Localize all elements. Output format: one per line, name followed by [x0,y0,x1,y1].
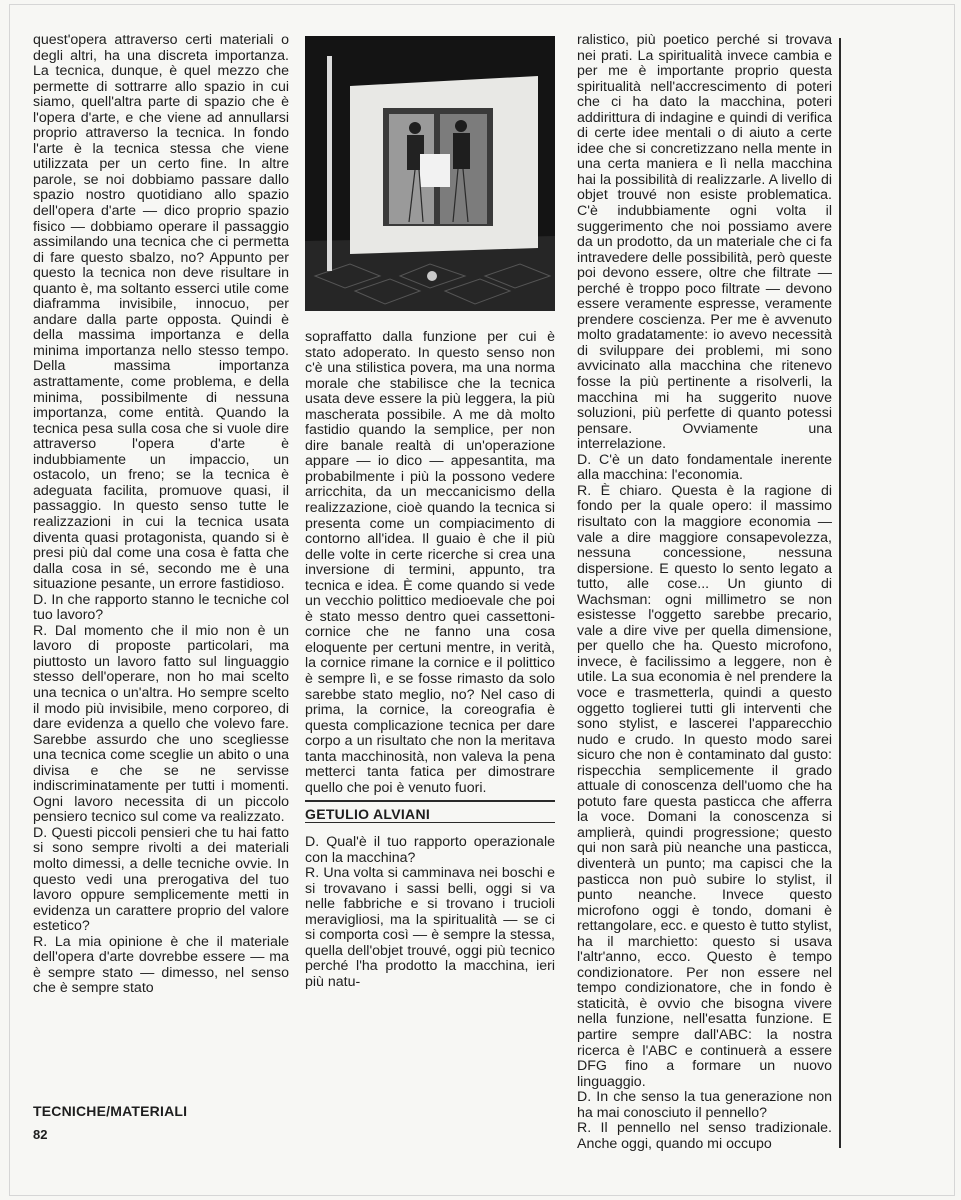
question: D. In che rapporto stanno le tecniche col tuo lavoro? [33,591,289,624]
question: D. C'è un dato fondamentale inerente alla macchina: l'economia. [577,451,832,484]
question: D. Questi piccoli pensieri che tu hai fatto si sono sempre rivolti a dei materiali molto dimessi, a delle tecniche ovvie. In questo vedi una prerogativa del tuo lavoro oppure semplicemente metti in evidenza un carattere proprio del valore estetico? [33,824,289,935]
answer: R. La mia opinione è che il materiale dell'opera d'arte dovrebbe essere — ma è sempre stato — dimesso, nel senso che è sempre stato [33,933,289,997]
section-heading: GETULIO ALVIANI [305,800,555,822]
section-rule [305,822,555,823]
text-column-2-continued [305,835,555,990]
answer: R. Il pennello nel senso tradizionale. Anche oggi, quando mi occupo [577,1120,832,1152]
text-column-1 [33,33,289,997]
answer: R. Una volta si camminava nei boschi e si trovavano i sassi belli, oggi si va nelle fabbriche e si trovano i trucioli meravigliosi, ma la spiritualità — se ci si comporta così — è sempre la stessa, quella dell'objet trouvé, oggi più tecnico perché l'ha prodotto la macchina, ieri più natu- [305,865,555,990]
paragraph: ralistico, più poetico perché si trovava nei prati. La spiritualità invece cambia e per me è importante proprio questa spiritualità nell'accrescimento di poteri che ci ha dato la macchina, poteri addirittura di indagine e quindi di verifica di certe idee mentali o di aiuto a certe idee che si concretizzano nella mente in una certa maniera e lì nella macchina hai la possibilità di realizzarle. A livello di objet trouvé non esiste problematica. C'è indubbiamente ogni volta il suggerimento che noi possiamo avere da un prodotto, da un materiale che ci fa intravedere delle possibilità, però queste poi devono essere, oltre che filtrate — perché è troppo poco filtrate — devono essere veramente espresse, veramente prendere coscienza. Per me è avvenuto molto gradatamente: io avevo necessità di sviluppare dei problemi, mi sono avvicinato alla macchina che ritenevo fosse la più pertinente a risolverli, la macchina mi ha suggerito nuove soluzioni, più perfette di quanto potessi pensare. Ovviamente una interrelazione. [577,32,832,453]
question: D. Qual'è il tuo rapporto operazionale con la macchina? [305,834,555,866]
artwork-photo [305,36,555,311]
paragraph: quest'opera attraverso certi materiali o degli altri, ha una discreta importanza. La tecnica, dunque, è quel mezzo che permette di sottrarre allo spazio in cui siamo, quell'altra parte di spazio che è l'opera d'arte, e che viene ad annullarsi proprio attraverso la tecnica. In fondo l'arte è la tecnica stessa che viene utilizzata per un certo fine. In altre parole, se noi dobbiamo passare dallo spazio nostro quotidiano allo spazio dell'opera d'arte — dico proprio spazio fisico — dobbiamo operare il passaggio assimilando una tecnica che ci permetta di fare questo sbalzo, no? Appunto per questo la tecnica non deve risultare in quanto è, ma soltanto esserci utile come diaframma invisibile, innocuo, per andare dalla parte opposta. Quindi è della massima importanza e della minima importanza nello stesso tempo. Della massima importanza astrattamente, come problema, e della minima, possibilmente di nessuna importanza, come entità. Quando la tecnica pesa sulla cosa che si vuole dire attraverso l'opera d'arte è indubbiamente un impaccio, un ostacolo, un freno; se la tecnica è adeguata facilita, promuove quasi, il passaggio. In questo senso tutte le realizzazioni in cui la tecnica usata diventa quasi protagonista, quando si è presi più dal come una cosa è fatta che dalla cosa in sé, secondo me è una situazione pesante, un errore fastidioso. [33,32,289,593]
text-column-2 [305,330,555,796]
page-number: 82 [33,1127,48,1142]
column-rule [839,38,841,1148]
text-column-3 [577,33,832,1152]
answer: R. Dal momento che il mio non è un lavoro di proposte particolari, ma piuttosto un lavoro fatto sul linguaggio stesso dell'operare, non ho mai scelto una tecnica o un'altra. Ho sempre scelto il modo più invisibile, meno corporeo, di dare evidenza a quello che volevo fare. Sarebbe assurdo che uno scegliesse una tecnica come sceglie un abito o una divisa e che se ne servisse indiscriminatamente per tutti i momenti. Ogni lavoro necessita di un piccolo pensiero tecnico sul come va realizzato. [33,622,289,826]
paragraph: sopraffatto dalla funzione per cui è stato adoperato. In questo senso non c'è una stilistica povera, ma una norma morale che stabilisce che la tecnica usata deve essere la più leggera, la più mascherata possibile. A me dà molto fastidio quando la semplice, per non dire banale realtà di un'operazione appare — io dico — appesantita, ma probabilmente i più la possono vedere arricchita, da un meccanicismo della realizzazione, cioè quando la tecnica si presenta come un compiacimento di contorno all'idea. Il guaio è che il più delle volte in certe ricerche si crea una inversione di termini, appunto, tra tecnica e idea. È come quando si vede un vecchio polittico medioevale che poi è stato messo dentro quei cassettoni-cornice che ne fanno una cosa eloquente per certuni mentre, in verità, la cornice rimane la cornice e il polittico è sempre lì, e se fosse rimasto da solo sarebbe stato meglio, no? Nel caso di prima, la cornice, la coreografia è questa complicazione tecnica per dare corpo a un risultato che non la meritava tanta macchinosità, non valeva la pena metterci tanta fatica per dimostrare quello che poi è venuto fuori. [305,329,555,796]
question: D. In che senso la tua generazione non ha mai conosciuto il pennello? [577,1089,832,1121]
answer: R. È chiaro. Questa è la ragione di fondo per la quale opero: il massimo risultato con la maggiore economia — vale a dire maggiore consapevolezza, nessuna concessione, nessuna dispersione. E questo lo sento legato a tutto, alle cose... Un giunto di Wachsman: ogni millimetro se non esistesse l'oggetto sarebbe precario, vale a dire vive per quella dimensione, per quello che ha. Questo microfono, invece, è facilissimo a leggere, non è utile. La sua economia è nel prendere la voce e trasmetterla, quindi a questo oggetto toglierei tutti gli interventi che sono stylist, e lascerei l'apparecchio nudo e crudo. In questo modo sarei sicuro che non è contaminato dal gusto: rispecchia semplicemente il grado attuale di conoscenza dell'uomo che ha potuto fare questa pasticca che afferra la voce. Domani la conoscenza si amplierà, quindi progressione; questo qui non sarà più neanche una pasticca, diventerà un punto; ma capisci che la pasticca non può subire lo stylist, il punto neanche. Invece questo microfono oggi è tondo, domani è rettangolare, ecc. e questo è tutto stylist, ha il marchietto: questo si usava l'altr'anno, ecco. Questo è tempo condizionatore. Per non essere nel tempo condizionatore, che in fondo è staticità, è ovvio che bisogna vivere nella funzione, nell'esatta funzione. E partire sempre dall'ABC: la nostra ricerca è l'ABC e continuerà a essere DFG fino a formare un nuovo linguaggio. [577,482,832,1090]
photo-image [305,36,555,311]
section-footer-title: TECNICHE/MATERIALI [33,1103,188,1119]
